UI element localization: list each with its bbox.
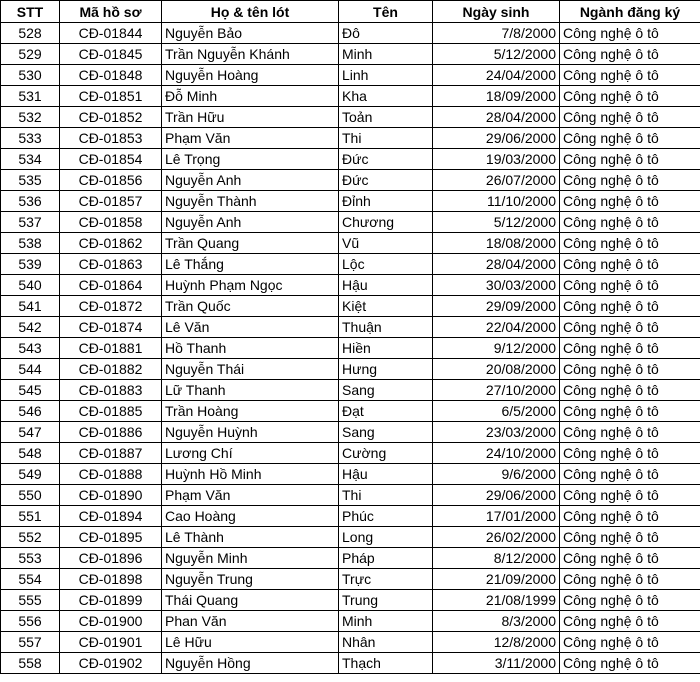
cell-ngay-sinh: 22/04/2000 bbox=[433, 317, 560, 338]
cell-ma-ho-so: CĐ-01874 bbox=[60, 317, 162, 338]
cell-ngay-sinh: 17/01/2000 bbox=[433, 506, 560, 527]
cell-ho-ten-lot: Lê Thành bbox=[162, 527, 339, 548]
cell-nganh-dang-ky: Công nghệ ô tô bbox=[560, 86, 700, 107]
cell-stt: 538 bbox=[1, 233, 60, 254]
cell-ma-ho-so: CĐ-01863 bbox=[60, 254, 162, 275]
cell-ngay-sinh: 11/10/2000 bbox=[433, 191, 560, 212]
header-ten: Tên bbox=[339, 1, 433, 23]
table-row bbox=[1, 590, 700, 611]
cell-ten: Hưng bbox=[339, 359, 433, 380]
cell-ngay-sinh: 8/3/2000 bbox=[433, 611, 560, 632]
cell-ho-ten-lot: Phan Văn bbox=[162, 611, 339, 632]
cell-ngay-sinh: 18/09/2000 bbox=[433, 86, 560, 107]
cell-ho-ten-lot: Hồ Thanh bbox=[162, 338, 339, 359]
cell-ma-ho-so: CĐ-01899 bbox=[60, 590, 162, 611]
cell-stt: 542 bbox=[1, 317, 60, 338]
cell-stt: 549 bbox=[1, 464, 60, 485]
cell-ngay-sinh: 26/07/2000 bbox=[433, 170, 560, 191]
cell-ngay-sinh: 23/03/2000 bbox=[433, 422, 560, 443]
cell-ten: Sang bbox=[339, 422, 433, 443]
table-row bbox=[1, 485, 700, 506]
cell-ten: Sang bbox=[339, 380, 433, 401]
cell-nganh-dang-ky: Công nghệ ô tô bbox=[560, 23, 700, 44]
cell-stt: 546 bbox=[1, 401, 60, 422]
cell-ho-ten-lot: Nguyễn Anh bbox=[162, 212, 339, 233]
cell-ngay-sinh: 21/09/2000 bbox=[433, 569, 560, 590]
cell-ho-ten-lot: Lê Văn bbox=[162, 317, 339, 338]
table-row bbox=[1, 191, 700, 212]
cell-ho-ten-lot: Trần Hữu bbox=[162, 107, 339, 128]
cell-ngay-sinh: 20/08/2000 bbox=[433, 359, 560, 380]
cell-stt: 558 bbox=[1, 653, 60, 674]
cell-stt: 557 bbox=[1, 632, 60, 653]
cell-ma-ho-so: CĐ-01856 bbox=[60, 170, 162, 191]
cell-nganh-dang-ky: Công nghệ ô tô bbox=[560, 443, 700, 464]
cell-ten: Pháp bbox=[339, 548, 433, 569]
cell-ngay-sinh: 28/04/2000 bbox=[433, 107, 560, 128]
cell-ma-ho-so: CĐ-01885 bbox=[60, 401, 162, 422]
table-row bbox=[1, 464, 700, 485]
table-row bbox=[1, 548, 700, 569]
cell-nganh-dang-ky: Công nghệ ô tô bbox=[560, 485, 700, 506]
table-row bbox=[1, 170, 700, 191]
cell-ho-ten-lot: Nguyễn Huỳnh bbox=[162, 422, 339, 443]
cell-ma-ho-so: CĐ-01882 bbox=[60, 359, 162, 380]
cell-ten: Lộc bbox=[339, 254, 433, 275]
cell-ho-ten-lot: Trần Quang bbox=[162, 233, 339, 254]
cell-ho-ten-lot: Nguyễn Bảo bbox=[162, 23, 339, 44]
cell-nganh-dang-ky: Công nghệ ô tô bbox=[560, 65, 700, 86]
cell-nganh-dang-ky: Công nghệ ô tô bbox=[560, 506, 700, 527]
cell-ten: Thi bbox=[339, 485, 433, 506]
cell-stt: 543 bbox=[1, 338, 60, 359]
cell-stt: 528 bbox=[1, 23, 60, 44]
cell-ten: Thuận bbox=[339, 317, 433, 338]
table-row bbox=[1, 296, 700, 317]
cell-ten: Thạch bbox=[339, 653, 433, 674]
cell-nganh-dang-ky: Công nghệ ô tô bbox=[560, 464, 700, 485]
header-ngay-sinh: Ngày sinh bbox=[433, 1, 560, 23]
cell-ten: Trung bbox=[339, 590, 433, 611]
cell-ngay-sinh: 28/04/2000 bbox=[433, 254, 560, 275]
cell-ma-ho-so: CĐ-01883 bbox=[60, 380, 162, 401]
table-row bbox=[1, 338, 700, 359]
table-row bbox=[1, 86, 700, 107]
cell-ho-ten-lot: Nguyễn Trung bbox=[162, 569, 339, 590]
cell-nganh-dang-ky: Công nghệ ô tô bbox=[560, 212, 700, 233]
table-row bbox=[1, 233, 700, 254]
cell-ngay-sinh: 5/12/2000 bbox=[433, 44, 560, 65]
cell-ten: Hiền bbox=[339, 338, 433, 359]
cell-stt: 536 bbox=[1, 191, 60, 212]
table-row bbox=[1, 527, 700, 548]
cell-ngay-sinh: 29/09/2000 bbox=[433, 296, 560, 317]
cell-ma-ho-so: CĐ-01898 bbox=[60, 569, 162, 590]
table-row bbox=[1, 275, 700, 296]
table-row bbox=[1, 23, 700, 44]
cell-ho-ten-lot: Lê Hữu bbox=[162, 632, 339, 653]
cell-ho-ten-lot: Huỳnh Hồ Minh bbox=[162, 464, 339, 485]
cell-ho-ten-lot: Lê Thắng bbox=[162, 254, 339, 275]
cell-ngay-sinh: 29/06/2000 bbox=[433, 128, 560, 149]
cell-ngay-sinh: 3/11/2000 bbox=[433, 653, 560, 674]
cell-stt: 533 bbox=[1, 128, 60, 149]
cell-ten: Chương bbox=[339, 212, 433, 233]
cell-ho-ten-lot: Nguyễn Minh bbox=[162, 548, 339, 569]
cell-stt: 555 bbox=[1, 590, 60, 611]
cell-nganh-dang-ky: Công nghệ ô tô bbox=[560, 107, 700, 128]
table-row bbox=[1, 254, 700, 275]
cell-ma-ho-so: CĐ-01901 bbox=[60, 632, 162, 653]
cell-nganh-dang-ky: Công nghệ ô tô bbox=[560, 380, 700, 401]
cell-stt: 532 bbox=[1, 107, 60, 128]
cell-ten: Hậu bbox=[339, 464, 433, 485]
cell-ten: Kha bbox=[339, 86, 433, 107]
cell-nganh-dang-ky: Công nghệ ô tô bbox=[560, 44, 700, 65]
cell-stt: 552 bbox=[1, 527, 60, 548]
cell-ma-ho-so: CĐ-01851 bbox=[60, 86, 162, 107]
header-stt: STT bbox=[1, 1, 60, 23]
cell-stt: 531 bbox=[1, 86, 60, 107]
cell-nganh-dang-ky: Công nghệ ô tô bbox=[560, 191, 700, 212]
table-row bbox=[1, 632, 700, 653]
table-row bbox=[1, 359, 700, 380]
cell-stt: 547 bbox=[1, 422, 60, 443]
cell-ho-ten-lot: Nguyễn Thành bbox=[162, 191, 339, 212]
cell-stt: 545 bbox=[1, 380, 60, 401]
header-ma-ho-so: Mã hồ sơ bbox=[60, 1, 162, 23]
cell-ho-ten-lot: Trần Hoàng bbox=[162, 401, 339, 422]
header-ho-ten-lot: Họ & tên lót bbox=[162, 1, 339, 23]
cell-stt: 544 bbox=[1, 359, 60, 380]
cell-ngay-sinh: 24/10/2000 bbox=[433, 443, 560, 464]
cell-nganh-dang-ky: Công nghệ ô tô bbox=[560, 632, 700, 653]
cell-stt: 550 bbox=[1, 485, 60, 506]
cell-nganh-dang-ky: Công nghệ ô tô bbox=[560, 338, 700, 359]
cell-ho-ten-lot: Trần Quốc bbox=[162, 296, 339, 317]
table-row bbox=[1, 128, 700, 149]
cell-ten: Hậu bbox=[339, 275, 433, 296]
cell-ten: Đức bbox=[339, 170, 433, 191]
cell-ngay-sinh: 5/12/2000 bbox=[433, 212, 560, 233]
cell-ma-ho-so: CĐ-01852 bbox=[60, 107, 162, 128]
cell-ho-ten-lot: Thái Quang bbox=[162, 590, 339, 611]
cell-ten: Thi bbox=[339, 128, 433, 149]
cell-ngay-sinh: 29/06/2000 bbox=[433, 485, 560, 506]
cell-ten: Minh bbox=[339, 44, 433, 65]
cell-ngay-sinh: 12/8/2000 bbox=[433, 632, 560, 653]
cell-ma-ho-so: CĐ-01886 bbox=[60, 422, 162, 443]
cell-nganh-dang-ky: Công nghệ ô tô bbox=[560, 422, 700, 443]
cell-ten: Đô bbox=[339, 23, 433, 44]
cell-ho-ten-lot: Nguyễn Anh bbox=[162, 170, 339, 191]
cell-nganh-dang-ky: Công nghệ ô tô bbox=[560, 317, 700, 338]
header-row bbox=[1, 1, 700, 23]
cell-nganh-dang-ky: Công nghệ ô tô bbox=[560, 149, 700, 170]
table-row bbox=[1, 380, 700, 401]
table-row bbox=[1, 44, 700, 65]
cell-ma-ho-so: CĐ-01872 bbox=[60, 296, 162, 317]
cell-ngay-sinh: 19/03/2000 bbox=[433, 149, 560, 170]
cell-ma-ho-so: CĐ-01887 bbox=[60, 443, 162, 464]
cell-ma-ho-so: CĐ-01896 bbox=[60, 548, 162, 569]
cell-ma-ho-so: CĐ-01848 bbox=[60, 65, 162, 86]
cell-stt: 541 bbox=[1, 296, 60, 317]
table-row bbox=[1, 65, 700, 86]
cell-ten: Long bbox=[339, 527, 433, 548]
cell-ten: Nhân bbox=[339, 632, 433, 653]
cell-ten: Kiệt bbox=[339, 296, 433, 317]
cell-ten: Trực bbox=[339, 569, 433, 590]
cell-ngay-sinh: 9/12/2000 bbox=[433, 338, 560, 359]
cell-ten: Toản bbox=[339, 107, 433, 128]
cell-ho-ten-lot: Đỗ Minh bbox=[162, 86, 339, 107]
cell-nganh-dang-ky: Công nghệ ô tô bbox=[560, 254, 700, 275]
cell-stt: 554 bbox=[1, 569, 60, 590]
cell-ngay-sinh: 24/04/2000 bbox=[433, 65, 560, 86]
cell-ma-ho-so: CĐ-01900 bbox=[60, 611, 162, 632]
table-row bbox=[1, 107, 700, 128]
header-nganh-dang-ky: Ngành đăng ký bbox=[560, 1, 700, 23]
cell-ngay-sinh: 30/03/2000 bbox=[433, 275, 560, 296]
cell-ten: Đỉnh bbox=[339, 191, 433, 212]
cell-nganh-dang-ky: Công nghệ ô tô bbox=[560, 275, 700, 296]
cell-ngay-sinh: 18/08/2000 bbox=[433, 233, 560, 254]
cell-ma-ho-so: CĐ-01895 bbox=[60, 527, 162, 548]
table-row bbox=[1, 317, 700, 338]
cell-nganh-dang-ky: Công nghệ ô tô bbox=[560, 611, 700, 632]
table-body bbox=[1, 23, 700, 674]
cell-ma-ho-so: CĐ-01862 bbox=[60, 233, 162, 254]
cell-stt: 551 bbox=[1, 506, 60, 527]
cell-ten: Đạt bbox=[339, 401, 433, 422]
table-header bbox=[1, 1, 700, 23]
cell-nganh-dang-ky: Công nghệ ô tô bbox=[560, 359, 700, 380]
cell-ho-ten-lot: Lữ Thanh bbox=[162, 380, 339, 401]
cell-nganh-dang-ky: Công nghệ ô tô bbox=[560, 569, 700, 590]
cell-ngay-sinh: 9/6/2000 bbox=[433, 464, 560, 485]
table-row bbox=[1, 611, 700, 632]
table-row bbox=[1, 149, 700, 170]
cell-ten: Linh bbox=[339, 65, 433, 86]
cell-ngay-sinh: 21/08/1999 bbox=[433, 590, 560, 611]
table-row bbox=[1, 422, 700, 443]
cell-ten: Phúc bbox=[339, 506, 433, 527]
cell-ngay-sinh: 6/5/2000 bbox=[433, 401, 560, 422]
cell-ho-ten-lot: Nguyễn Thái bbox=[162, 359, 339, 380]
cell-ngay-sinh: 27/10/2000 bbox=[433, 380, 560, 401]
cell-ngay-sinh: 26/02/2000 bbox=[433, 527, 560, 548]
cell-ten: Đức bbox=[339, 149, 433, 170]
table-row bbox=[1, 401, 700, 422]
cell-nganh-dang-ky: Công nghệ ô tô bbox=[560, 590, 700, 611]
cell-stt: 556 bbox=[1, 611, 60, 632]
cell-stt: 540 bbox=[1, 275, 60, 296]
cell-ma-ho-so: CĐ-01853 bbox=[60, 128, 162, 149]
cell-ma-ho-so: CĐ-01844 bbox=[60, 23, 162, 44]
cell-ma-ho-so: CĐ-01888 bbox=[60, 464, 162, 485]
cell-nganh-dang-ky: Công nghệ ô tô bbox=[560, 527, 700, 548]
cell-stt: 548 bbox=[1, 443, 60, 464]
cell-ma-ho-so: CĐ-01890 bbox=[60, 485, 162, 506]
cell-ma-ho-so: CĐ-01864 bbox=[60, 275, 162, 296]
cell-stt: 553 bbox=[1, 548, 60, 569]
cell-ma-ho-so: CĐ-01845 bbox=[60, 44, 162, 65]
cell-ten: Vũ bbox=[339, 233, 433, 254]
cell-stt: 535 bbox=[1, 170, 60, 191]
cell-ma-ho-so: CĐ-01854 bbox=[60, 149, 162, 170]
cell-nganh-dang-ky: Công nghệ ô tô bbox=[560, 170, 700, 191]
cell-stt: 529 bbox=[1, 44, 60, 65]
cell-ho-ten-lot: Trần Nguyễn Khánh bbox=[162, 44, 339, 65]
cell-nganh-dang-ky: Công nghệ ô tô bbox=[560, 653, 700, 674]
cell-nganh-dang-ky: Công nghệ ô tô bbox=[560, 128, 700, 149]
cell-ma-ho-so: CĐ-01881 bbox=[60, 338, 162, 359]
table-row bbox=[1, 653, 700, 674]
cell-stt: 537 bbox=[1, 212, 60, 233]
cell-ma-ho-so: CĐ-01894 bbox=[60, 506, 162, 527]
cell-ngay-sinh: 8/12/2000 bbox=[433, 548, 560, 569]
cell-ngay-sinh: 7/8/2000 bbox=[433, 23, 560, 44]
cell-nganh-dang-ky: Công nghệ ô tô bbox=[560, 401, 700, 422]
cell-stt: 530 bbox=[1, 65, 60, 86]
cell-ho-ten-lot: Nguyễn Hồng bbox=[162, 653, 339, 674]
cell-ho-ten-lot: Cao Hoàng bbox=[162, 506, 339, 527]
cell-stt: 534 bbox=[1, 149, 60, 170]
cell-stt: 539 bbox=[1, 254, 60, 275]
cell-ma-ho-so: CĐ-01857 bbox=[60, 191, 162, 212]
cell-nganh-dang-ky: Công nghệ ô tô bbox=[560, 233, 700, 254]
table-row bbox=[1, 569, 700, 590]
cell-ten: Minh bbox=[339, 611, 433, 632]
cell-ma-ho-so: CĐ-01902 bbox=[60, 653, 162, 674]
table-row bbox=[1, 212, 700, 233]
cell-ma-ho-so: CĐ-01858 bbox=[60, 212, 162, 233]
cell-ho-ten-lot: Phạm Văn bbox=[162, 485, 339, 506]
cell-nganh-dang-ky: Công nghệ ô tô bbox=[560, 548, 700, 569]
cell-nganh-dang-ky: Công nghệ ô tô bbox=[560, 296, 700, 317]
cell-ho-ten-lot: Huỳnh Phạm Ngọc bbox=[162, 275, 339, 296]
table-row bbox=[1, 443, 700, 464]
cell-ho-ten-lot: Nguyễn Hoàng bbox=[162, 65, 339, 86]
cell-ten: Cường bbox=[339, 443, 433, 464]
cell-ho-ten-lot: Phạm Văn bbox=[162, 128, 339, 149]
cell-ho-ten-lot: Lê Trọng bbox=[162, 149, 339, 170]
table-row bbox=[1, 506, 700, 527]
cell-ho-ten-lot: Lương Chí bbox=[162, 443, 339, 464]
